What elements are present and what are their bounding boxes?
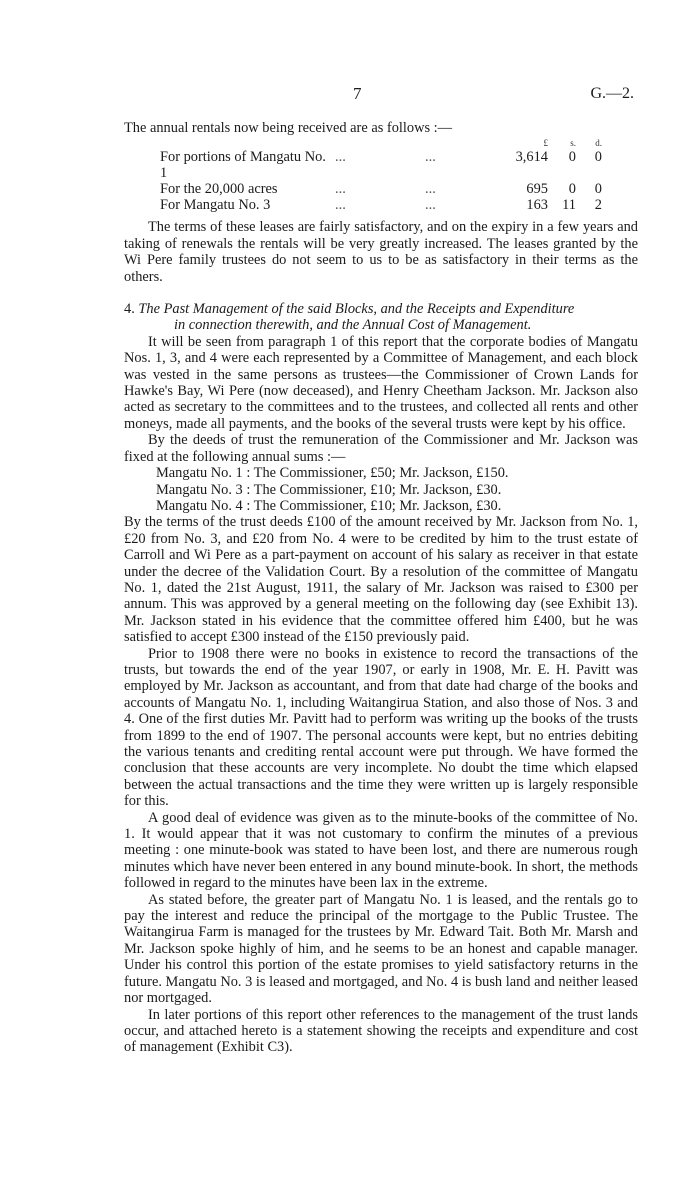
rental-pounds: 695 <box>526 181 548 198</box>
rental-shillings: 11 <box>562 197 576 214</box>
rental-row <box>160 197 602 213</box>
rental-pence: 0 <box>594 181 602 198</box>
paragraph-trust-deeds: By the terms of the trust deeds £100 of the amount received by Mr. Jackson from No. 1, £20 from No. 3, and £20 from No. 4 were to be credited by him to the trust estate of Carroll and Wi Pere as a part-payment on account of his salary as receiver in that estate under the decree of the Validation Court. By a resolution of the committee of Mangatu No. 1, dated the 21st August, 1911, the salary of Mr. Jackson was raised to £300 per annum. This was approved by a general meeting on the following day (see Exhibit 13). Mr. Jackson stated in his evidence that the committee offered him £400, but he was satisfied to accept £300 instead of the £150 previously paid. <box>124 514 638 646</box>
rental-pence: 2 <box>594 197 602 214</box>
leader-dots: ... <box>425 197 436 214</box>
rental-shillings: 0 <box>568 149 576 166</box>
leader-dots: ... <box>335 149 346 166</box>
page-number: 7 <box>353 84 362 103</box>
unit-pence: d. <box>595 138 602 149</box>
remuneration-item: Mangatu No. 3 : The Commissioner, £10; Mr. Jackson, £30. <box>156 481 502 498</box>
paragraph-minute-books: A good deal of evidence was given as to the minute-books of the committee of No. 1. It would appear that it was not customary to confirm the minutes of a previous meeting : one minute-book was stated to have been lost, and there are numerous rough minutes which have never been entered in any bound minute-book. In short, the methods followed in regard to the minutes have been lax in the extreme. <box>124 809 638 892</box>
paragraph-lease-terms: The terms of these leases are fairly satisfactory, and on the expiry in a few years and taking of renewals the rentals will be very greatly increased. The leases granted by the Wi Pere family trustees do not seem to us to be as satisfactory in their terms as the others. <box>124 219 638 285</box>
rental-pounds: 3,614 <box>515 149 548 166</box>
rental-pence: 0 <box>594 149 602 166</box>
leader-dots: ... <box>425 181 436 198</box>
rental-label: For the 20,000 acres <box>160 181 278 198</box>
section-heading-line2: in connection therewith, and the Annual Cost of Management. <box>174 317 532 334</box>
paragraph-later-references: In later portions of this report other references to the management of the trust lands occur, and attached hereto is a statement showing the receipts and expenditure and cost of management (Exhibit C3). <box>124 1006 638 1056</box>
page-header <box>0 86 700 106</box>
paragraph-corporate-bodies: It will be seen from paragraph 1 of this report that the corporate bodies of Mangatu Nos. 1, 3, and 4 were each represented by a Committee of Management, and each block was vested in the same persons as trustees—the Commissioner of Crown Lands for Hawke's Bay, Wi Pere (now deceased), and Henry Cheetham Jackson. Mr. Jackson also acted as secretary to the committees and to the trustees, and collected all rents and other moneys, made all payments, and the books of the several trusts were kept by his office. <box>124 333 638 432</box>
rental-pounds: 163 <box>526 197 548 214</box>
rental-row <box>160 149 602 181</box>
remuneration-list <box>156 465 638 514</box>
paragraph-books: Prior to 1908 there were no books in existence to record the transactions of the trusts, but towards the end of the year 1907, or early in 1908, Mr. E. H. Pavitt was employed by Mr. Jackson as accountant, and from that date had charge of the books and accounts of Mangatu No. 1, including Waitangirua Station, and also those of Nos. 3 and 4. One of the first duties Mr. Pavitt had to perform was writing up the books of the trusts from 1899 to the end of 1907. The personal accounts were kept, but no entries debiting the various tenants and crediting rental account were put through. We have formed the conclusion that these accounts are very incomplete. No doubt the time which elapsed between the actual transactions and the time they were written up is largely responsible for this. <box>124 645 638 810</box>
remuneration-item: Mangatu No. 1 : The Commissioner, £50; Mr. Jackson, £150. <box>156 465 509 482</box>
rental-shillings: 0 <box>568 181 576 198</box>
section-number: 4. <box>124 301 135 318</box>
unit-pounds: £ <box>543 138 548 149</box>
leader-dots: ... <box>335 197 346 214</box>
document-reference: G.—2. <box>590 85 634 102</box>
section-heading <box>124 301 638 334</box>
remuneration-item: Mangatu No. 4 : The Commissioner, £10; Mr. Jackson, £30. <box>156 497 502 514</box>
unit-shillings: s. <box>570 138 576 149</box>
rental-row <box>160 181 602 197</box>
section-4 <box>124 301 638 1056</box>
rentals-units-row <box>160 138 602 149</box>
section-heading-line1: The Past Management of the said Blocks, and the Receipts and Expenditure <box>138 301 575 318</box>
rentals-table <box>160 138 602 213</box>
leader-dots: ... <box>335 181 346 198</box>
paragraph-remuneration: By the deeds of trust the remuneration of the Commissioner and Mr. Jackson was fixed at the following annual sums :— <box>124 432 638 465</box>
paragraph-leased-lands: As stated before, the greater part of Mangatu No. 1 is leased, and the rentals go to pay the interest and reduce the principal of the mortgage to the Public Trustee. The Waitangirua Farm is managed for the trustees by Mr. Edward Tait. Both Mr. Marsh and Mr. Jackson spoke highly of him, and he seems to be an honest and capable manager. Under his control this portion of the estate promises to yield satisfactory returns in the future. Mangatu No. 3 is leased and mortgaged, and No. 4 is bush land and neither leased nor mortgaged. <box>124 891 638 1007</box>
leader-dots: ... <box>425 149 436 166</box>
rental-label: For Mangatu No. 3 <box>160 197 271 214</box>
rental-label: For portions of Mangatu No. 1 <box>160 149 326 182</box>
rentals-intro: The annual rentals now being received are as follows :— <box>124 120 453 136</box>
page-body <box>124 120 638 1056</box>
